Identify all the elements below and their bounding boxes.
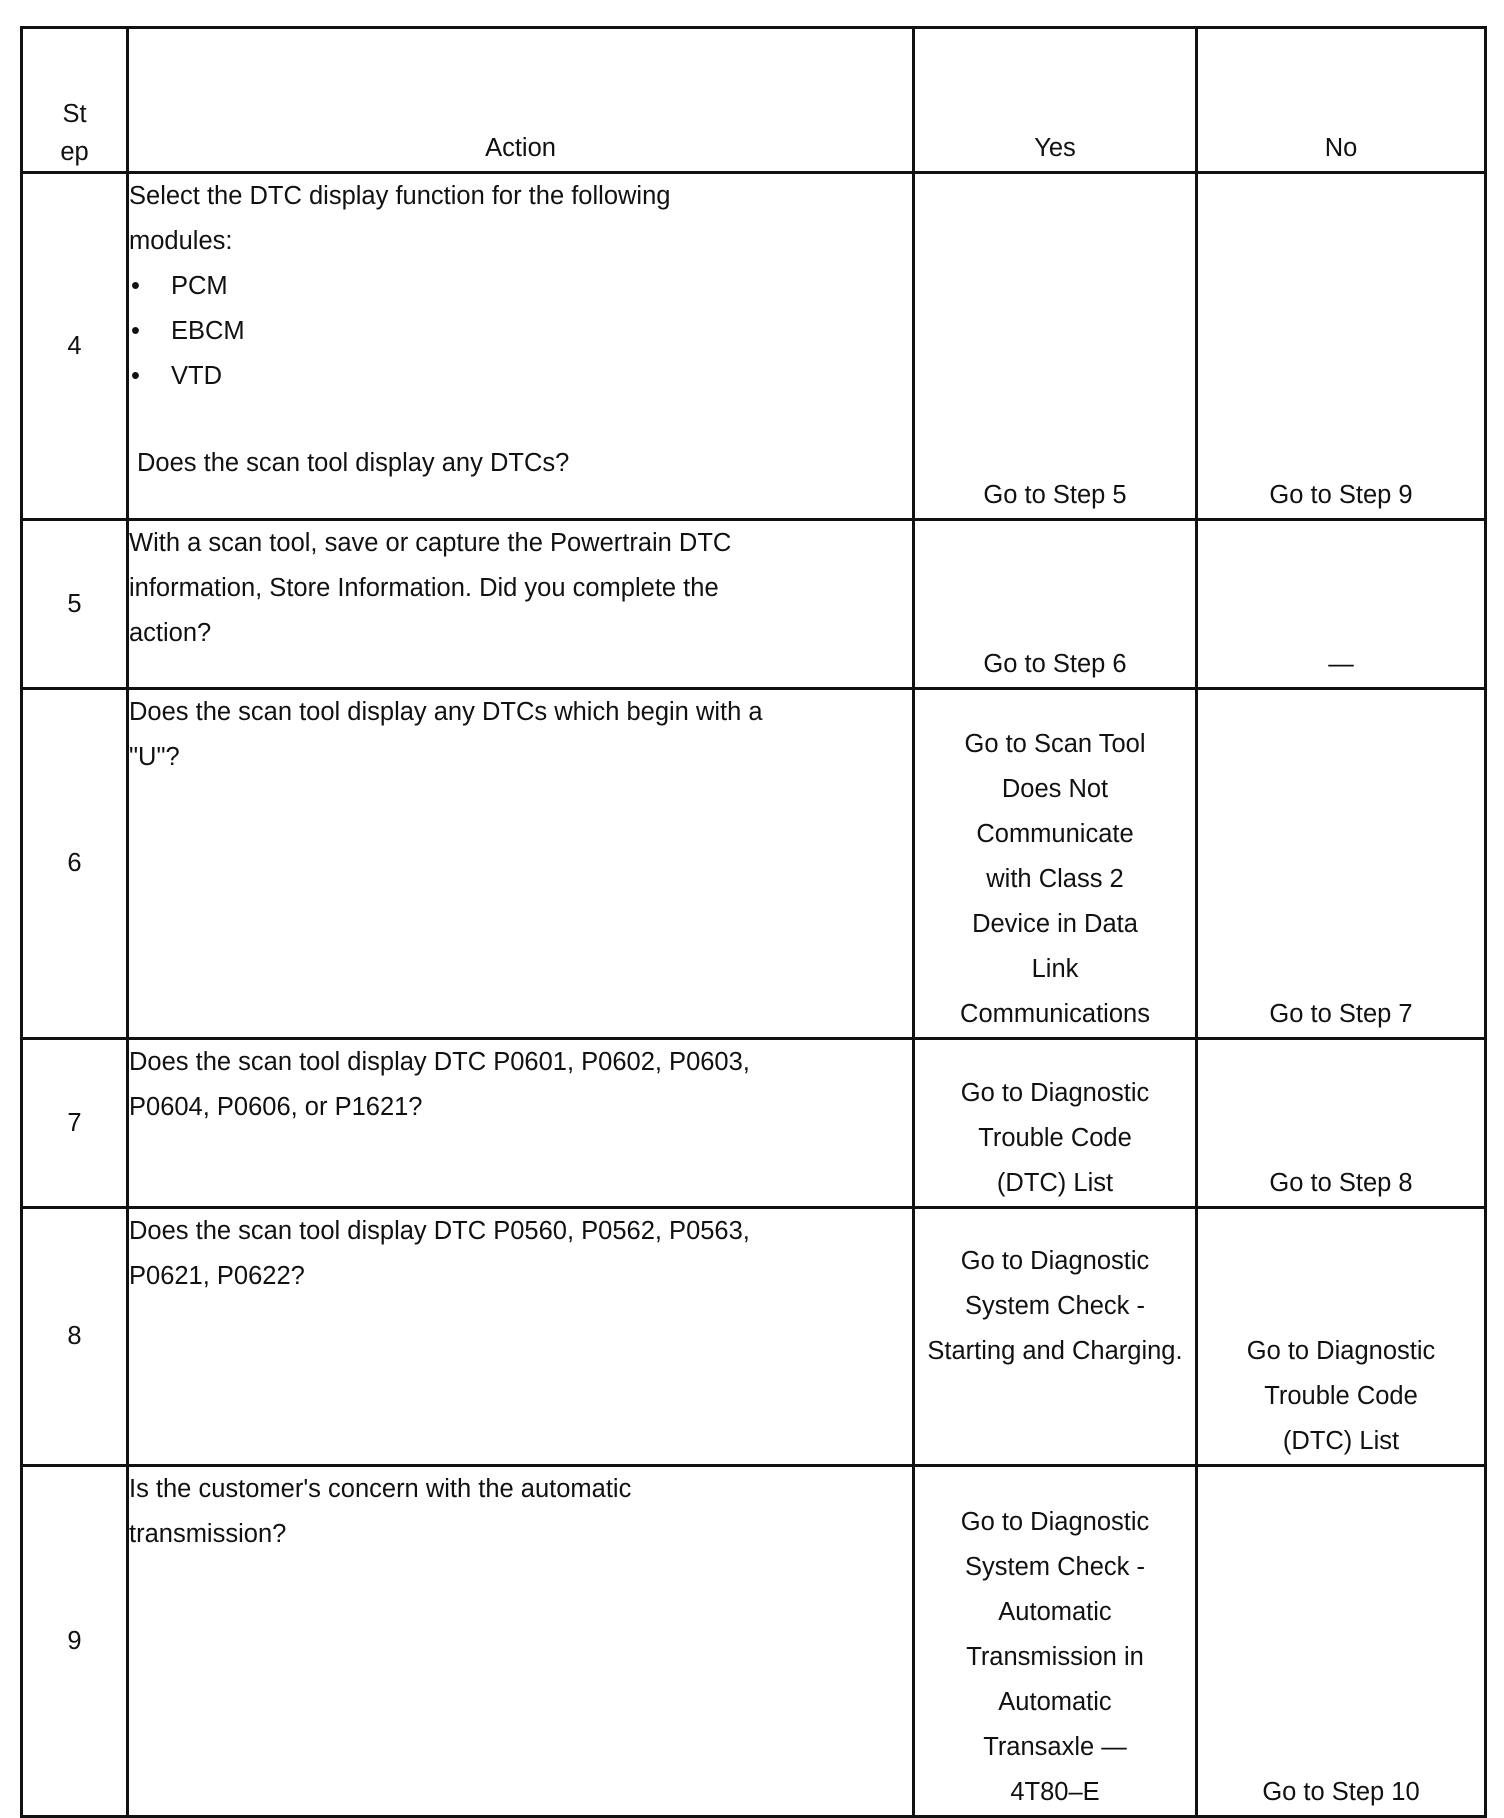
step-number: 6 (22, 689, 128, 1039)
step-number: 9 (22, 1466, 128, 1817)
table-row (22, 1208, 1486, 1466)
no-cell: Go to Diagnostic Trouble Code (DTC) List (1197, 1208, 1486, 1466)
list-item: • VTD (129, 354, 912, 399)
step-number: 7 (22, 1039, 128, 1208)
no-cell: Go to Step 7 (1197, 689, 1486, 1039)
action-cell: Does the scan tool display DTC P0560, P0562, P0563, P0621, P0622? (128, 1208, 914, 1466)
yes-cell: Go to Diagnostic Trouble Code (DTC) List (914, 1039, 1197, 1208)
bullet-icon: • (131, 272, 140, 300)
list-item: • EBCM (129, 309, 912, 354)
header-row (22, 28, 1486, 173)
module-list (129, 264, 912, 399)
action-cell (128, 173, 914, 520)
no-cell: Go to Step 10 (1197, 1466, 1486, 1817)
action-cell: Does the scan tool display DTC P0601, P0602, P0603, P0604, P0606, or P1621? (128, 1039, 914, 1208)
action-cell: With a scan tool, save or capture the Powertrain DTC information, Store Information. Did you complete the action? (128, 520, 914, 689)
yes-cell: Go to Scan Tool Does Not Communicate with Class 2 Device in Data Link Communications (914, 689, 1197, 1039)
action-text: modules: (129, 227, 233, 255)
no-cell: Go to Step 8 (1197, 1039, 1486, 1208)
yes-cell: Go to Step 5 (914, 173, 1197, 520)
bullet-icon: • (131, 317, 140, 345)
header-step: St ep (22, 28, 128, 173)
header-action: Action (128, 28, 914, 173)
yes-cell: Go to Step 6 (914, 520, 1197, 689)
step-number: 8 (22, 1208, 128, 1466)
yes-cell: Go to Diagnostic System Check - Automatic Transmission in Automatic Transaxle — 4T80–E (914, 1466, 1197, 1817)
no-cell: — (1197, 520, 1486, 689)
list-item: • PCM (129, 264, 912, 309)
step-number: 4 (22, 173, 128, 520)
table-row (22, 1039, 1486, 1208)
table-row (22, 1466, 1486, 1817)
table-row (22, 520, 1486, 689)
yes-cell: Go to Diagnostic System Check - Starting and Charging. (914, 1208, 1197, 1466)
no-cell: Go to Step 9 (1197, 173, 1486, 520)
step-number: 5 (22, 520, 128, 689)
action-text: Select the DTC display function for the following (129, 182, 671, 210)
action-question: Does the scan tool display any DTCs? (137, 449, 570, 477)
action-cell: Is the customer's concern with the automatic transmission? (128, 1466, 914, 1817)
diagnostic-table (20, 26, 1487, 1818)
bullet-icon: • (131, 362, 140, 390)
header-no: No (1197, 28, 1486, 173)
header-yes: Yes (914, 28, 1197, 173)
table-row (22, 689, 1486, 1039)
table-row (22, 173, 1486, 520)
action-cell: Does the scan tool display any DTCs which begin with a "U"? (128, 689, 914, 1039)
